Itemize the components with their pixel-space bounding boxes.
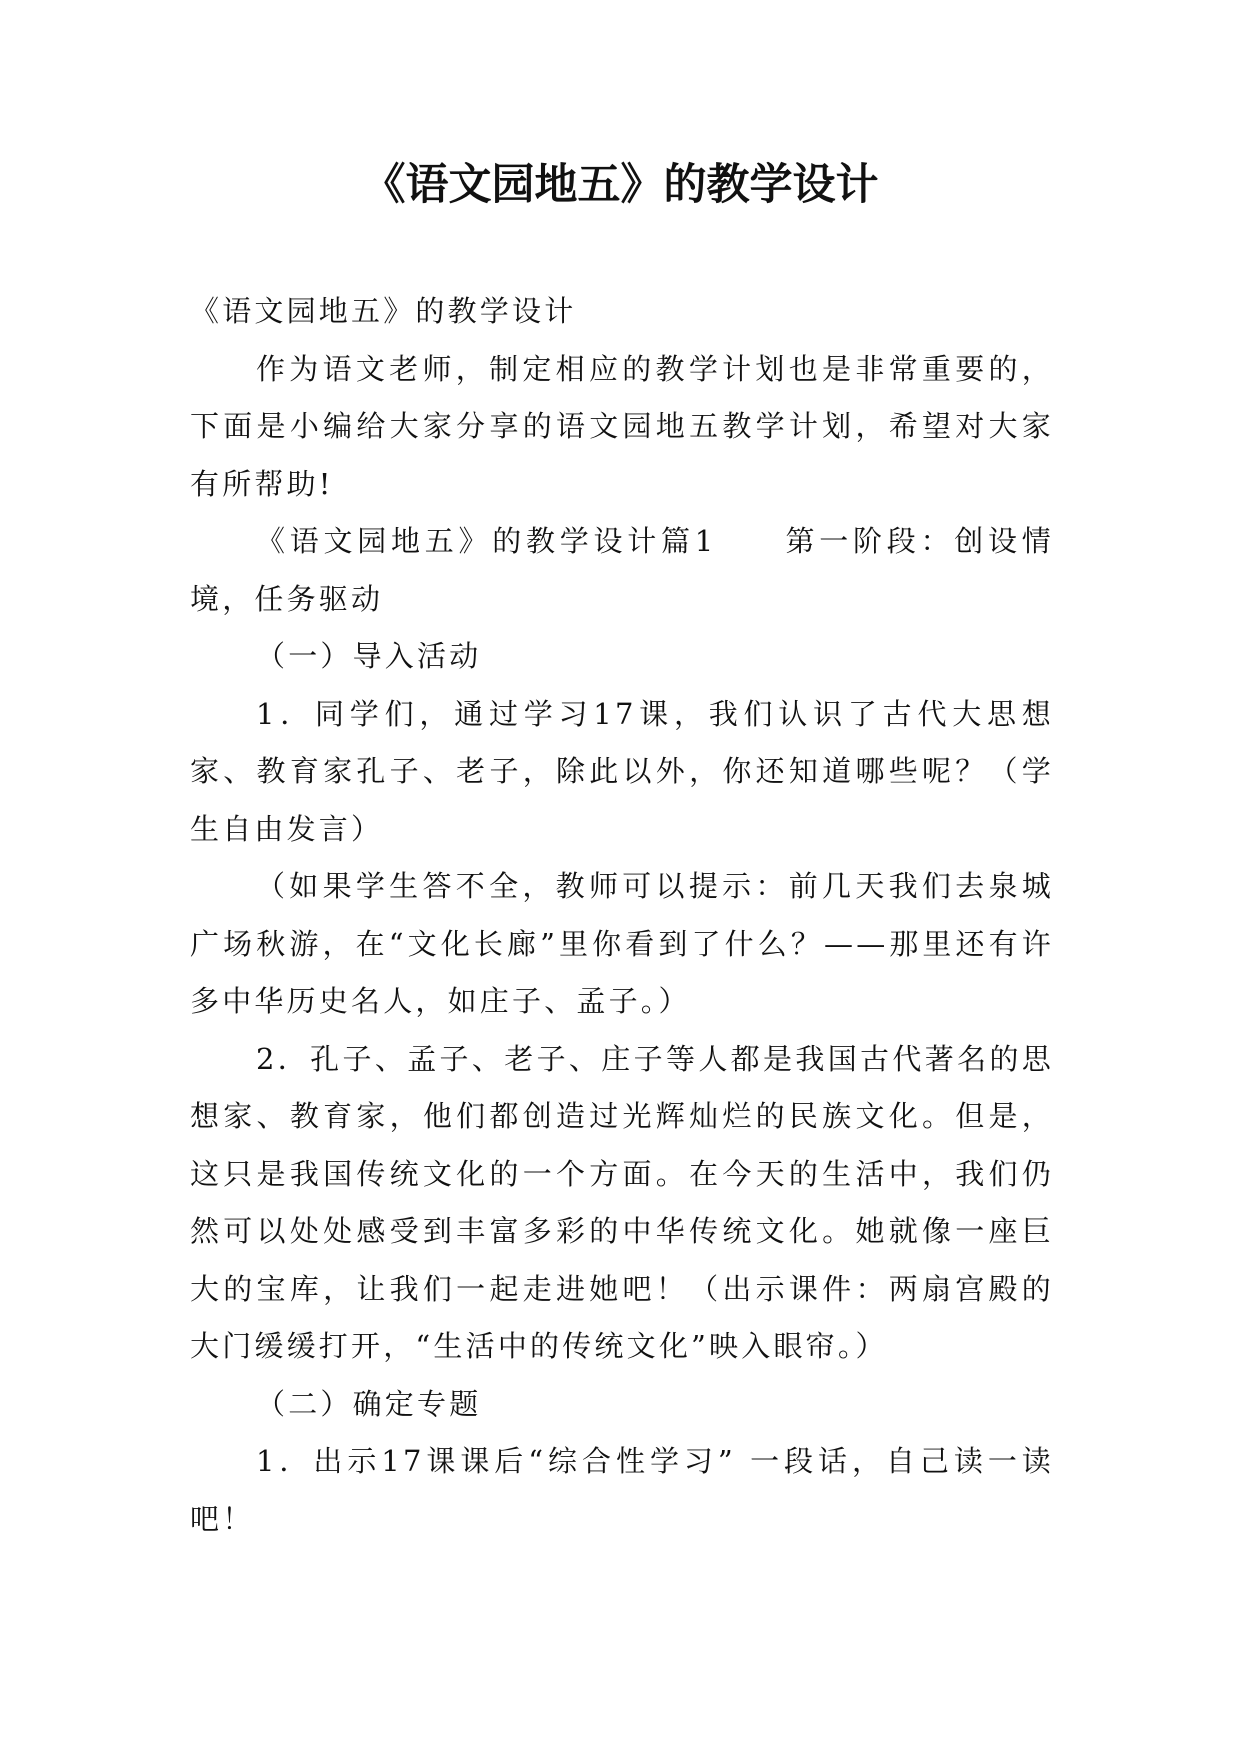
paragraph-item-2: 2．孔子、孟子、老子、庄子等人都是我国古代著名的思想家、教育家，他们都创造过光辉灿烂的民族文化。但是，这只是我国传统文化的一个方面。在今天的生活中，我们仍然可以处处感受到丰富多彩的中华传统文化。她就像一座巨大的宝库，让我们一起走进她吧！（出示课件：两扇宫殿的大门缓缓打开，“生活中的传统文化”映入眼帘。） xyxy=(190,1041,1054,1363)
paragraph-subtitle: 《语文园地五》的教学设计 xyxy=(190,294,577,328)
paragraph-topic-item-1: 1．出示17课课后“综合性学习” 一段话，自己读一读吧！ xyxy=(190,1444,1054,1536)
paragraph-subheading-topic: （二）确定专题 xyxy=(256,1386,482,1421)
paragraph-item-1: 1．同学们，通过学习17课，我们认识了古代大思想家、教育家孔子、老子，除此以外，你还知道哪些呢？（学生自由发言） xyxy=(190,696,1054,846)
paragraph-intro: 作为语文老师，制定相应的教学计划也是非常重要的，下面是小编给大家分享的语文园地五教学计划，希望对大家有所帮助! xyxy=(190,351,1054,501)
document-body xyxy=(190,283,1054,1548)
paragraph-section-heading: 《语文园地五》的教学设计篇1 第一阶段：创设情境，任务驱动 xyxy=(190,524,1054,616)
paragraph-teacher-hint: （如果学生答不全，教师可以提示：前几天我们去泉城广场秋游，在“文化长廊”里你看到了什么？——那里还有许多中华历史名人，如庄子、孟子。） xyxy=(190,869,1054,1018)
document-title: 《语文园地五》的教学设计 xyxy=(362,160,879,210)
paragraph-subheading-intro-activity: （一）导入活动 xyxy=(256,639,482,673)
